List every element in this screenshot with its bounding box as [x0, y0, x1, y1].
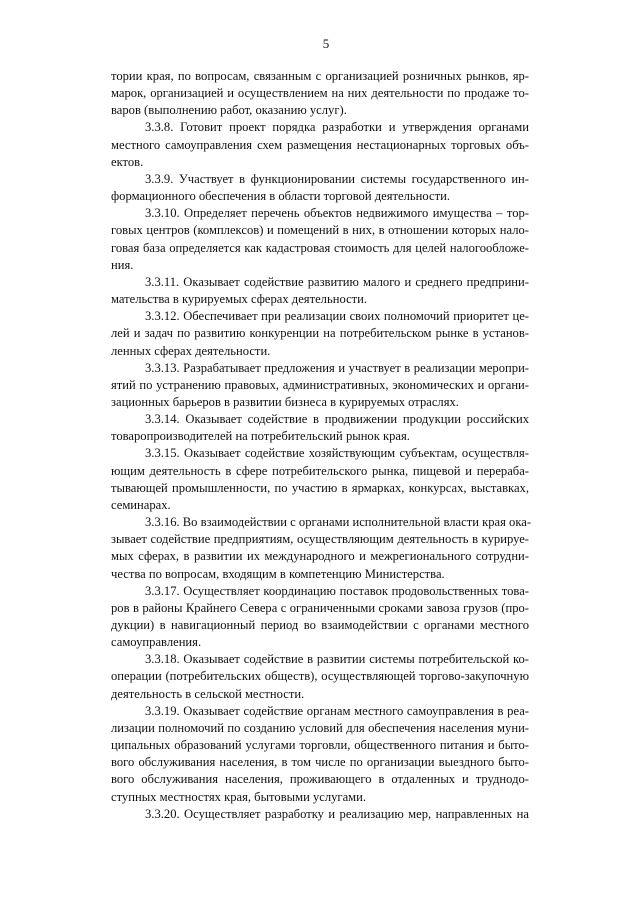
text-line: 3.3.12. Обеспечивает при реализации своих полномочий приоритет це- [145, 309, 529, 324]
text-line: 3.3.19. Оказывает содействие органам местного самоуправления в реа- [145, 703, 529, 718]
page-number: 5 [322, 36, 330, 51]
text-line: лизации полномочий по созданию условий для обеспечения населения муни- [111, 720, 529, 735]
text-line: говых центров (комплексов) и помещений в них, в отношении которых нало- [111, 223, 529, 238]
paragraph [111, 514, 532, 583]
text-line: ющим деятельность в сфере потребительского рынка, пищевой и перераба- [111, 463, 529, 478]
text-line: местного самоуправления схем размещения нестационарных торговых объ- [111, 137, 529, 152]
paragraph [111, 274, 529, 308]
text-line: семинарах. [111, 497, 171, 512]
paragraph [111, 360, 529, 411]
text-line: 3.3.17. Осуществляет координацию поставок продовольственных това- [145, 583, 529, 598]
document-page [111, 36, 532, 823]
paragraph [111, 651, 529, 702]
text-line: 3.3.13. Разрабатывает предложения и участвует в реализации меропри- [145, 360, 529, 375]
text-line: 3.3.15. Оказывает содействие хозяйствующим субъектам, осуществля- [145, 446, 529, 461]
paragraph [111, 119, 529, 170]
text-line: 3.3.20. Осуществляет разработку и реализацию мер, направленных на [145, 806, 529, 821]
text-line: 3.3.16. Во взаимодействии с органами исполнительной власти края ока- [145, 515, 532, 530]
document-body [111, 68, 532, 823]
text-line: марок, организацией и осуществлением на них деятельности по продаже то- [111, 86, 529, 101]
text-line: 3.3.9. Участвует в функционировании системы государственного ин- [145, 171, 529, 186]
text-line: тывающей промышленности, по участию в ярмарках, конкурсах, выставках, [111, 480, 529, 495]
paragraph [111, 445, 529, 514]
text-line: 3.3.10. Определяет перечень объектов недвижимого имущества – тор- [145, 206, 529, 221]
text-line: ступных местностях края, бытовыми услугами. [111, 789, 367, 804]
text-line: тории края, по вопросам, связанным с организацией розничных рынков, яр- [111, 69, 529, 83]
text-line: лей и задач по развитию конкуренции на потребительском рынке в установ- [111, 326, 529, 341]
text-line: вого обслуживания населения, в том числе по организации выездного быто- [111, 755, 529, 770]
text-line: зационных барьеров в развитии бизнеса в курируемых отраслях. [111, 394, 459, 409]
text-line: ятий по устранению правовых, административных, экономических и органи- [111, 377, 529, 392]
text-line: дукции) в навигационный период во взаимодействии с органами местного [111, 618, 529, 632]
text-line: мательства в курируемых сферах деятельности. [111, 292, 368, 307]
text-line: ектов. [111, 154, 144, 169]
text-line: мых сферах, в развитии их международного и межрегионального сотрудни- [111, 549, 529, 564]
paragraph [111, 703, 529, 806]
paragraph [111, 205, 529, 274]
text-line: ленных сферах деятельности. [111, 343, 271, 358]
text-line: ров в районы Крайнего Севера с ограниченными сроками завоза грузов (про- [111, 600, 529, 615]
text-line: операции (потребительских обществ), осуществляющей торгово-закупочную [111, 669, 529, 684]
text-line: формационного обеспечения в области торговой деятельности. [111, 189, 450, 204]
text-line: чества по вопросам, входящим в компетенцию Министерства. [111, 566, 445, 581]
paragraph [111, 411, 529, 445]
text-line: самоуправления. [111, 635, 202, 650]
text-line: варов (выполнению работ, оказанию услуг). [111, 103, 347, 118]
text-line: зывает содействие предприятиям, осуществляющим деятельность в курируе- [111, 532, 529, 547]
text-line: ципальных образований услугами торговли, общественного питания и быто- [111, 738, 529, 753]
paragraph [111, 171, 529, 205]
paragraph [111, 68, 529, 119]
text-line: вого обслуживания населения, проживающего в отдаленных и труднодо- [111, 772, 529, 787]
paragraph [111, 308, 529, 359]
text-line: ния. [111, 257, 134, 272]
text-line: товаропроизводителей на потребительский рынок края. [111, 429, 410, 444]
text-line: 3.3.18. Оказывает содействие в развитии системы потребительской ко- [145, 652, 529, 667]
paragraph [111, 583, 529, 652]
paragraph [111, 806, 529, 823]
text-line: 3.3.8. Готовит проект порядка разработки и утверждения органами [145, 120, 529, 135]
text-line: деятельность в сельской местности. [111, 686, 305, 701]
text-line: говая база определяется как кадастровая стоимость для целей налогообложе- [111, 240, 529, 255]
text-line: 3.3.11. Оказывает содействие развитию малого и среднего предприни- [145, 274, 529, 289]
text-line: 3.3.14. Оказывает содействие в продвижении продукции российских [145, 412, 529, 427]
